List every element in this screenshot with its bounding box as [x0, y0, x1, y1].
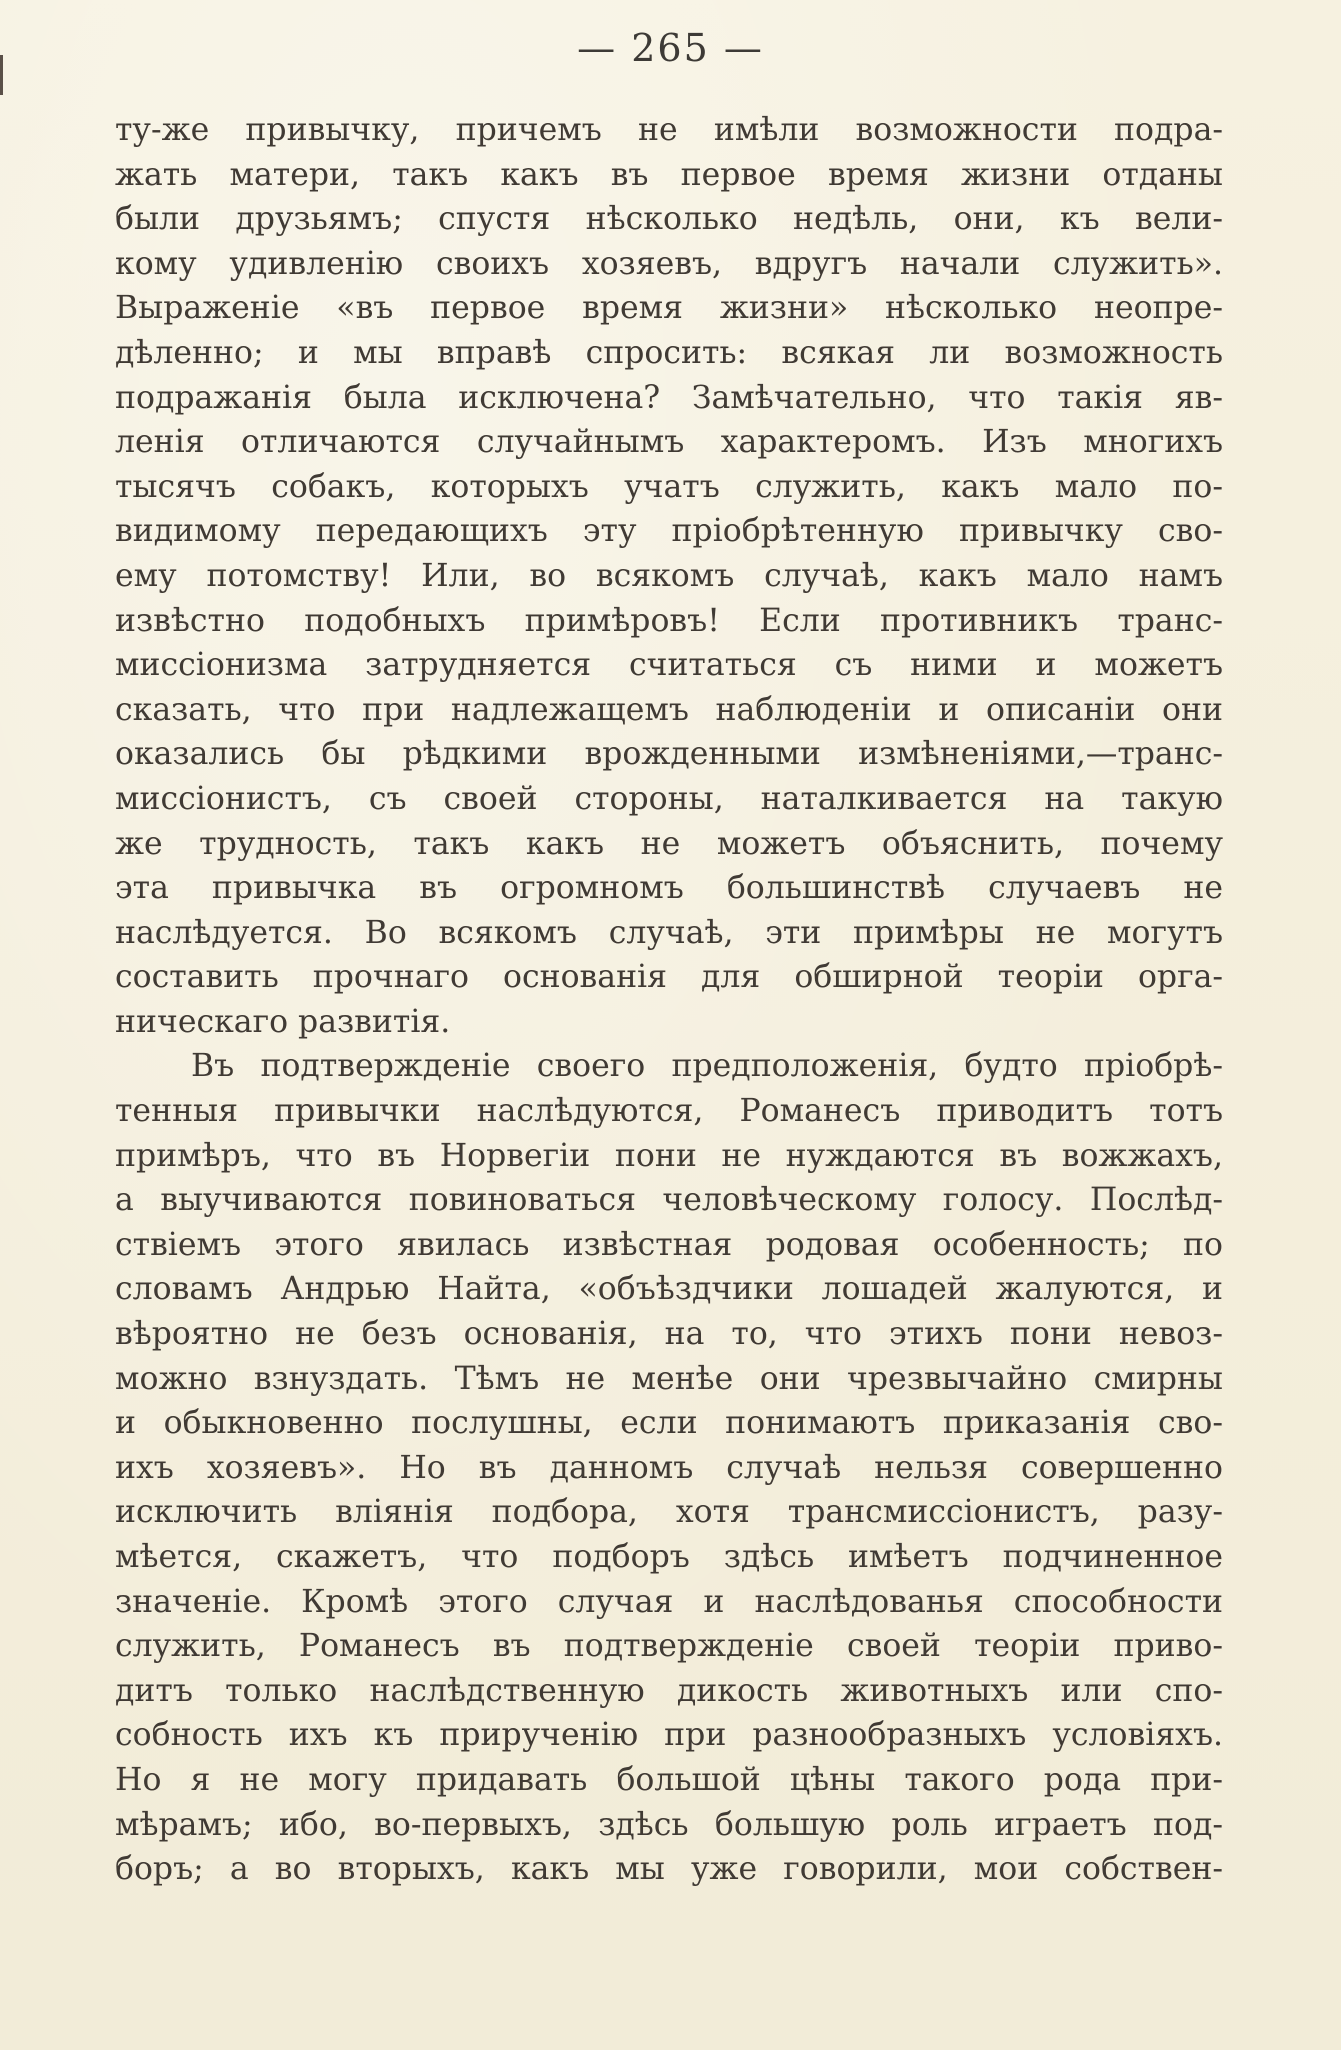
text-line: оказались бы рѣдкими врожденными измѣненіями,—транс-	[115, 736, 1223, 773]
text-line: примѣръ, что въ Норвегіи пони не нуждаются въ вожжахъ,	[115, 1137, 1223, 1174]
text-line: извѣстно подобныхъ примѣровъ! Если противникъ транс-	[115, 602, 1223, 639]
text-line: миссіонизма затрудняется считаться съ ними и можетъ	[115, 647, 1223, 684]
text-line: словамъ Андрью Найта, «объѣздчики лошадей жалуются, и	[115, 1271, 1223, 1308]
text-line: Но я не могу придавать большой цѣны такого рода при-	[115, 1761, 1223, 1798]
text-line: исключить вліянія подбора, хотя трансмиссіонистъ, разу-	[115, 1494, 1223, 1531]
text-line: сказать, что при надлежащемъ наблюденіи и описаніи они	[115, 691, 1223, 728]
text-line: составить прочнаго основанія для обширной теоріи орга-	[115, 959, 1223, 996]
text-line: эта привычка въ огромномъ большинствѣ случаевъ не	[115, 870, 1223, 907]
text-line: миссіонистъ, съ своей стороны, наталкивается на такую	[115, 780, 1223, 817]
page-number: — 265 —	[577, 26, 764, 70]
text-line: подражанія была исключена? Замѣчательно, что такія яв-	[115, 379, 1223, 416]
text-line: Въ подтвержденіе своего предположенія, будто пріобрѣ-	[191, 1048, 1223, 1085]
text-line: можно взнуздать. Тѣмъ не менѣе они чрезвычайно смирны	[115, 1360, 1223, 1397]
text-line: же трудность, такъ какъ не можетъ объяснить, почему	[115, 825, 1223, 862]
text-line: ническаго развитія.	[115, 1003, 451, 1040]
text-line: были друзьямъ; спустя нѣсколько недѣль, они, къ вели-	[115, 201, 1223, 238]
text-line: собность ихъ къ прирученію при разнообразныхъ условіяхъ.	[115, 1717, 1223, 1754]
text-line: дитъ только наслѣдственную дикость животныхъ или спо-	[115, 1672, 1223, 1709]
text-line: Выраженіе «въ первое время жизни» нѣсколько неопре-	[115, 290, 1223, 327]
text-line: значеніе. Кромѣ этого случая и наслѣдованья способности	[115, 1583, 1223, 1620]
text-line: тенныя привычки наслѣдуются, Романесъ приводитъ тотъ	[115, 1093, 1223, 1130]
text-line: ствіемъ этого явилась извѣстная родовая особенность; по	[115, 1226, 1223, 1263]
text-line: дѣленно; и мы вправѣ спросить: всякая ли возможность	[115, 334, 1223, 371]
text-line: мѣрамъ; ибо, во-первыхъ, здѣсь большую роль играетъ под-	[115, 1806, 1223, 1843]
text-line: вѣроятно не безъ основанія, на то, что этихъ пони невоз-	[115, 1316, 1223, 1353]
text-line: ленія отличаются случайнымъ характеромъ. Изъ многихъ	[115, 424, 1223, 461]
text-line: видимому передающихъ эту пріобрѣтенную привычку сво-	[115, 513, 1223, 550]
text-line: служить, Романесъ въ подтвержденіе своей теоріи приво-	[115, 1628, 1223, 1665]
text-line: и обыкновенно послушны, если понимаютъ приказанія сво-	[115, 1405, 1223, 1442]
text-line: ихъ хозяевъ». Но въ данномъ случаѣ нельзя совершенно	[115, 1449, 1223, 1486]
text-line: кому удивленію своихъ хозяевъ, вдругъ начали служить».	[115, 245, 1223, 282]
text-line: наслѣдуется. Во всякомъ случаѣ, эти примѣры не могутъ	[115, 914, 1223, 951]
text-line: боръ; а во вторыхъ, какъ мы уже говорили, мои собствен-	[115, 1851, 1223, 1888]
text-line: жать матери, такъ какъ въ первое время жизни отданы	[115, 156, 1223, 193]
text-line: тысячъ собакъ, которыхъ учатъ служить, какъ мало по-	[115, 468, 1223, 505]
text-line: ему потомству! Или, во всякомъ случаѣ, какъ мало намъ	[115, 557, 1223, 594]
text-line: а выучиваются повиноваться человѣческому голосу. Послѣд-	[115, 1182, 1223, 1219]
text-line: ту-же привычку, причемъ не имѣли возможности подра-	[115, 112, 1223, 148]
body-text	[115, 108, 1223, 1892]
text-line: мѣется, скажетъ, что подборъ здѣсь имѣетъ подчиненное	[115, 1539, 1223, 1575]
